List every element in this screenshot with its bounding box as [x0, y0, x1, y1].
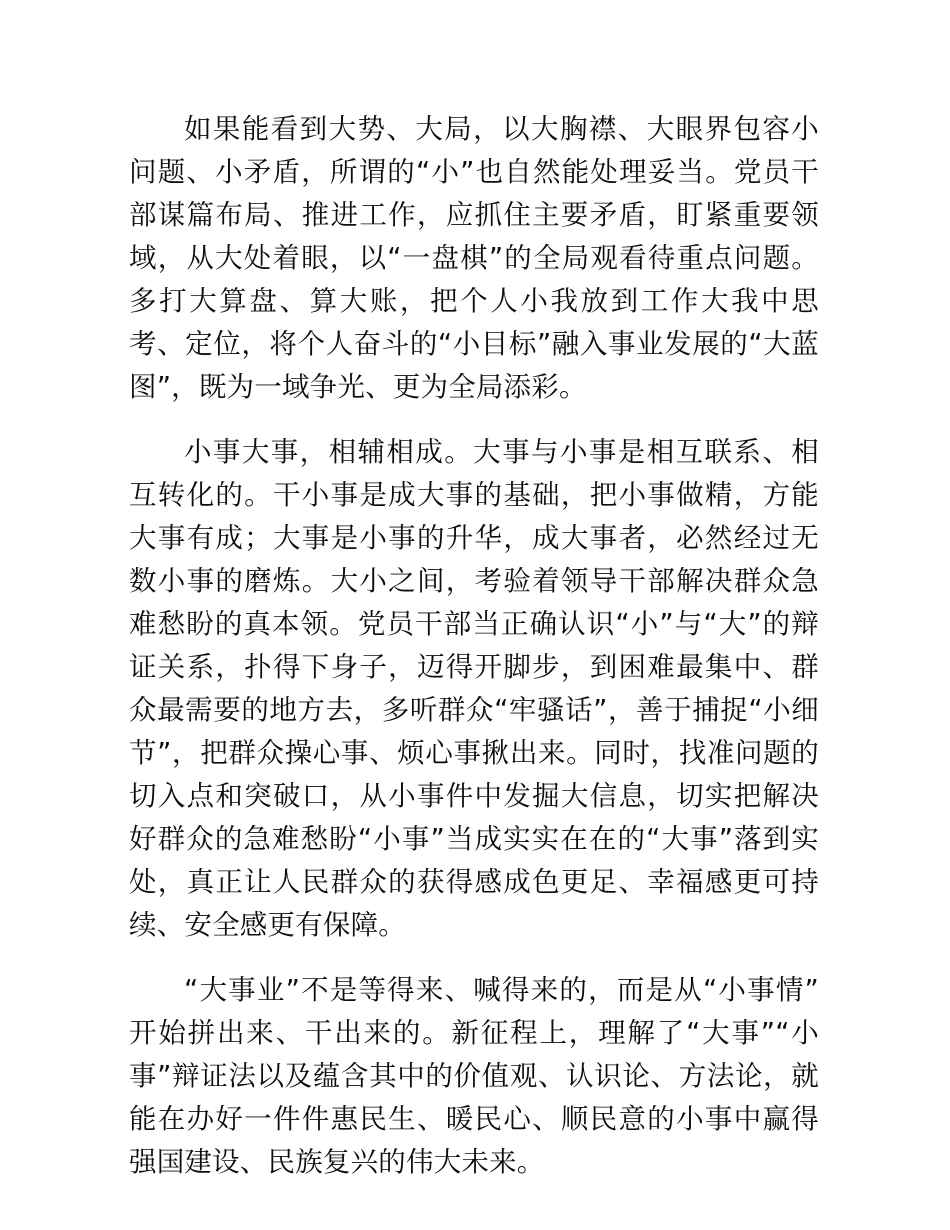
paragraph-1: 如果能看到大势、大局，以大胸襟、大眼界包容小问题、小矛盾，所谓的“小”也自然能处理妥当。党员干部谋篇布局、推进工作，应抓住主要矛盾，盯紧重要领域，从大处着眼，以“一盘棋”的全局观看待重点问题。多打大算盘、算大账，把个人小我放到工作大我中思考、定位，将个人奋斗的“小目标”融入事业发展的“大蓝图”，既为一域争光、更为全局添彩。 — [129, 113, 819, 403]
paragraph-2: 小事大事，相辅相成。大事与小事是相互联系、相互转化的。干小事是成大事的基础，把小事做精，方能大事有成；大事是小事的升华，成大事者，必然经过无数小事的磨炼。大小之间，考验着领导干部解决群众急难愁盼的真本领。党员干部当正确认识“小”与“大”的辩证关系，扑得下身子，迈得开脚步，到困难最集中、群众最需要的地方去，多听群众“牢骚话”，善于捕捉“小细节”，把群众操心事、烦心事揪出来。同时，找准问题的切入点和突破口，从小事件中发掘大信息，切实把解决好群众的急难愁盼“小事”当成实实在在的“大事”落到实处，真正让人民群众的获得感成色更足、幸福感更可持续、安全感更有保障。 — [129, 436, 819, 941]
document-body — [129, 108, 819, 1184]
paragraph-3: “大事业”不是等得来、喊得来的，而是从“小事情”开始拼出来、干出来的。新征程上，理解了“大事”“小事”辩证法以及蕴含其中的价值观、认识论、方法论，就能在办好一件件惠民生、暖民心、顺民意的小事中赢得强国建设、民族复兴的伟大未来。 — [129, 974, 819, 1178]
